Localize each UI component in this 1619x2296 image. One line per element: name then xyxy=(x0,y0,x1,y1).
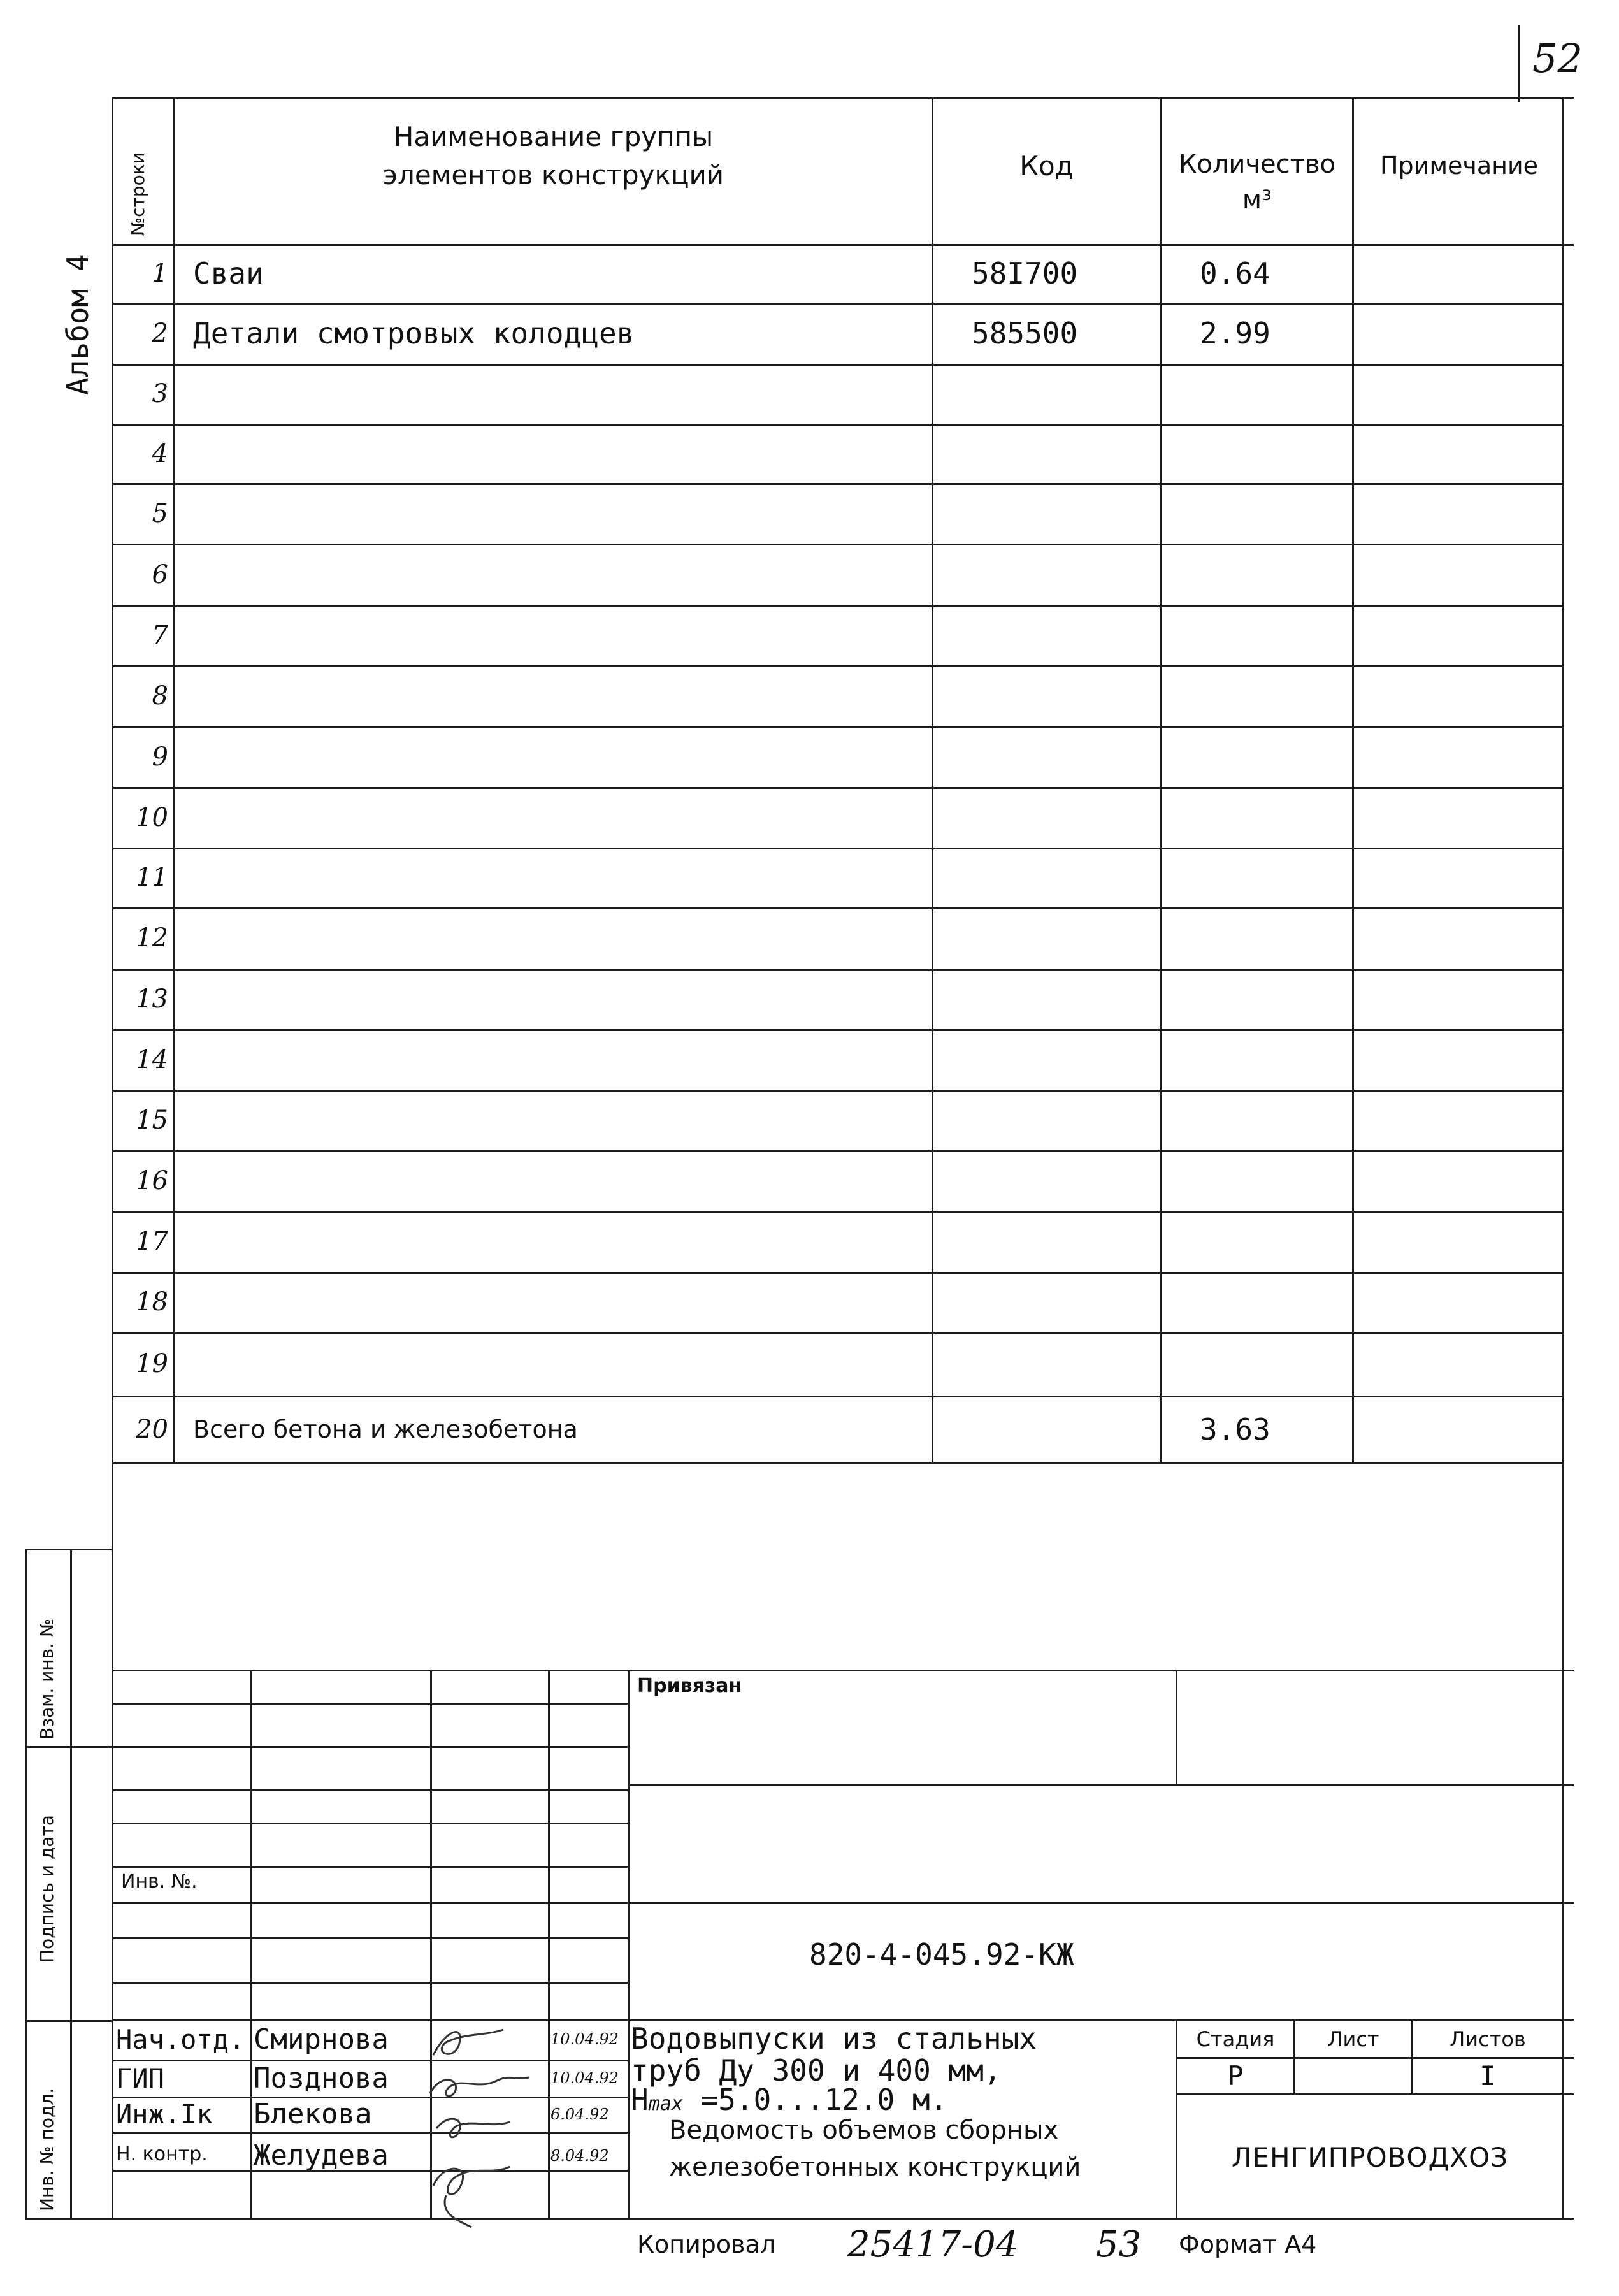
row-number: 15 xyxy=(136,1105,168,1135)
approver-date: 8.04.92 xyxy=(550,2147,609,2165)
row-name xyxy=(193,665,930,726)
row-note xyxy=(1360,1150,1562,1211)
header-name-line1: Наименование группы xyxy=(393,121,714,152)
row-note xyxy=(1360,364,1562,424)
row-name: Всего бетона и железобетона xyxy=(193,1415,578,1443)
title-line-2: труб Ду 300 и 400 мм, xyxy=(631,2053,1002,2088)
row-name xyxy=(193,1332,930,1396)
approver-date: 10.04.92 xyxy=(550,2069,619,2087)
row-qty xyxy=(1200,665,1352,726)
approver-date: 6.04.92 xyxy=(550,2105,609,2123)
row-note xyxy=(1360,726,1562,787)
row-qty xyxy=(1200,1332,1352,1396)
row-qty xyxy=(1200,787,1352,848)
sheet-header: Лист xyxy=(1327,2026,1379,2051)
approver-role: Н. контр. xyxy=(116,2143,208,2165)
page-number-divider xyxy=(1518,25,1520,102)
copied-page: 53 xyxy=(1096,2224,1142,2265)
row-qty: 0.64 xyxy=(1200,256,1270,291)
approver-role: Инж.Iк xyxy=(116,2098,213,2130)
row-number: 13 xyxy=(136,984,168,1014)
row-note xyxy=(1360,1211,1562,1272)
row-number: 9 xyxy=(152,742,168,772)
row-code xyxy=(972,364,1160,424)
row-note xyxy=(1360,544,1562,605)
row-qty xyxy=(1200,364,1352,424)
row-name xyxy=(193,1211,930,1272)
row-name xyxy=(193,364,930,424)
row-code xyxy=(972,969,1160,1029)
row-number: 3 xyxy=(152,379,168,408)
row-number: 19 xyxy=(136,1349,168,1378)
row-name xyxy=(193,605,930,665)
title-h-subscript: max xyxy=(648,2093,683,2115)
row-note xyxy=(1360,969,1562,1029)
row-qty xyxy=(1200,1090,1352,1150)
row-code xyxy=(972,1211,1160,1272)
row-number: 16 xyxy=(136,1166,168,1195)
stamp-podpis: Подпись и дата xyxy=(36,1815,57,1963)
row-qty xyxy=(1200,969,1352,1029)
row-name xyxy=(193,1090,930,1150)
row-code xyxy=(972,665,1160,726)
row-name: Сваи xyxy=(193,256,264,291)
sheets-value: I xyxy=(1479,2060,1496,2091)
row-note xyxy=(1360,1396,1562,1462)
title-h-range: =5.0...12.0 м. xyxy=(682,2083,948,2117)
title-line-3 xyxy=(631,2083,947,2117)
row-number: 5 xyxy=(152,498,168,528)
row-number: 11 xyxy=(136,863,168,892)
row-code: 585500 xyxy=(972,316,1078,350)
sheets-header: Листов xyxy=(1450,2026,1526,2051)
row-note xyxy=(1360,605,1562,665)
album-label: Альбом 4 xyxy=(61,254,95,395)
title-line-4: Ведомость объемов сборных xyxy=(669,2116,1059,2145)
row-qty xyxy=(1200,424,1352,483)
row-code xyxy=(972,1029,1160,1090)
format-label: Формат А4 xyxy=(1179,2230,1317,2258)
row-note xyxy=(1360,907,1562,969)
row-note xyxy=(1360,1332,1562,1396)
inv-no-label: Инв. №. xyxy=(121,1870,198,1893)
page-number: 52 xyxy=(1532,35,1583,82)
row-qty xyxy=(1200,605,1352,665)
row-code xyxy=(972,483,1160,544)
sheet-value xyxy=(1295,2058,1411,2093)
title-line-1: Водовыпуски из стальных xyxy=(631,2021,1037,2056)
row-name: Детали смотровых колодцев xyxy=(193,316,635,350)
copied-value: 25417-04 xyxy=(847,2224,1019,2265)
row-code xyxy=(972,1272,1160,1332)
row-code xyxy=(972,726,1160,787)
organization-name: ЛЕНГИПРОВОДХОЗ xyxy=(1231,2141,1509,2173)
header-code: Код xyxy=(1019,150,1074,182)
approver-role: Нач.отд. xyxy=(116,2023,245,2055)
row-name xyxy=(193,726,930,787)
row-note xyxy=(1360,424,1562,483)
row-number: 20 xyxy=(136,1414,168,1444)
signatures xyxy=(421,2017,631,2234)
signature-zheludeva xyxy=(433,2167,510,2227)
row-number: 12 xyxy=(136,923,168,953)
row-qty xyxy=(1200,1272,1352,1332)
row-qty xyxy=(1200,848,1352,907)
row-code xyxy=(972,787,1160,848)
copied-label: Копировал xyxy=(637,2230,776,2258)
row-code: 58I700 xyxy=(972,256,1078,291)
row-number: 6 xyxy=(152,560,168,589)
row-qty: 3.63 xyxy=(1200,1412,1270,1447)
row-number: 10 xyxy=(136,802,168,832)
row-qty xyxy=(1200,907,1352,969)
row-name xyxy=(193,483,930,544)
row-number: 14 xyxy=(136,1044,168,1074)
row-note xyxy=(1360,1029,1562,1090)
header-qty xyxy=(1162,147,1353,218)
row-name xyxy=(193,1272,930,1332)
title-h-symbol: Н xyxy=(631,2083,649,2117)
row-code xyxy=(972,1396,1160,1462)
row-code xyxy=(972,424,1160,483)
row-number: 1 xyxy=(152,259,168,288)
row-code xyxy=(972,605,1160,665)
row-code xyxy=(972,1150,1160,1211)
row-number: 2 xyxy=(152,319,168,348)
header-qty-unit: м³ xyxy=(1242,185,1272,215)
row-number: 7 xyxy=(152,621,168,650)
header-row-no: №строки xyxy=(127,152,148,236)
row-code xyxy=(972,907,1160,969)
row-name xyxy=(193,787,930,848)
row-code xyxy=(972,848,1160,907)
approver-role: ГИП xyxy=(116,2062,164,2094)
row-note xyxy=(1360,787,1562,848)
row-note xyxy=(1360,483,1562,544)
row-note xyxy=(1360,244,1562,303)
signature-smirnova xyxy=(433,2030,503,2055)
row-qty xyxy=(1200,726,1352,787)
row-name xyxy=(193,424,930,483)
stage-value: Р xyxy=(1227,2060,1244,2091)
privyazan-label: Привязан xyxy=(637,1675,742,1697)
row-qty xyxy=(1200,1029,1352,1090)
approver-name: Блекова xyxy=(254,2098,372,2130)
row-note xyxy=(1360,303,1562,364)
row-number: 17 xyxy=(136,1227,168,1256)
stamp-inv-podl: Инв. № подл. xyxy=(36,2088,57,2211)
row-number: 8 xyxy=(152,681,168,711)
row-qty xyxy=(1200,1150,1352,1211)
row-note xyxy=(1360,665,1562,726)
row-number: 18 xyxy=(136,1287,168,1317)
row-qty: 2.99 xyxy=(1200,316,1270,350)
row-qty xyxy=(1200,544,1352,605)
title-line-5: железобетонных конструкций xyxy=(669,2153,1081,2182)
row-number: 4 xyxy=(152,438,168,468)
row-note xyxy=(1360,1090,1562,1150)
row-code xyxy=(972,1090,1160,1150)
row-name xyxy=(193,544,930,605)
row-qty xyxy=(1200,1211,1352,1272)
header-name xyxy=(175,118,932,194)
row-note xyxy=(1360,1272,1562,1332)
header-qty-line1: Количество xyxy=(1178,150,1335,179)
approver-date: 10.04.92 xyxy=(550,2030,619,2048)
signature-blekova xyxy=(436,2119,510,2137)
row-qty xyxy=(1200,483,1352,544)
row-name xyxy=(193,1029,930,1090)
header-note: Примечание xyxy=(1379,152,1539,180)
row-name xyxy=(193,1150,930,1211)
header-name-line2: элементов конструкций xyxy=(382,159,724,191)
approver-name: Желудева xyxy=(254,2139,389,2172)
stamp-vzam: Взам. инв. № xyxy=(36,1618,57,1740)
row-note xyxy=(1360,848,1562,907)
signature-pozdnova xyxy=(430,2077,529,2096)
row-name xyxy=(193,848,930,907)
row-code xyxy=(972,1332,1160,1396)
row-name xyxy=(193,907,930,969)
row-code xyxy=(972,544,1160,605)
stage-header: Стадия xyxy=(1196,2026,1275,2051)
approver-name: Позднова xyxy=(254,2061,389,2095)
row-name xyxy=(193,969,930,1029)
approver-name: Смирнова xyxy=(254,2023,389,2056)
document-code: 820-4-045.92-КЖ xyxy=(809,1937,1074,1972)
